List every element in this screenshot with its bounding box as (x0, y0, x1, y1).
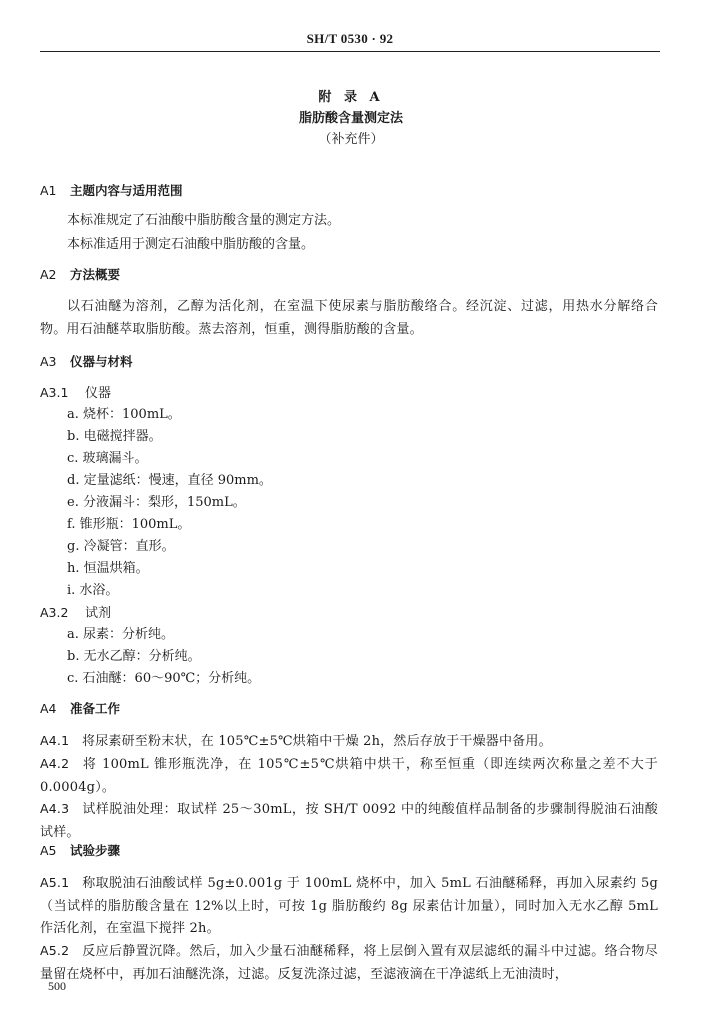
section-a5-heading (40, 842, 120, 861)
section-a1-heading (40, 182, 183, 201)
a5-paragraph-1 (40, 872, 658, 941)
section-title: 准备工作 (70, 701, 121, 716)
list-item: c. 石油醚：60～90℃；分析纯。 (67, 671, 261, 686)
section-a4-heading (40, 700, 120, 719)
list-item: b. 无水乙醇：分析纯。 (67, 649, 201, 664)
section-number: A4 (40, 701, 57, 716)
a4-paragraph-3 (40, 798, 658, 844)
paragraph-number: A5.1 (40, 875, 70, 890)
list-item: b. 电磁搅拌器。 (67, 429, 162, 444)
subsection-title: 仪器 (85, 386, 112, 401)
a4-paragraph-1 (40, 730, 658, 754)
list-item: c. 玻璃漏斗。 (67, 451, 148, 466)
section-title: 方法概要 (70, 267, 121, 282)
section-number: A2 (40, 267, 57, 282)
section-a3-heading (40, 353, 133, 372)
page-number: 500 (48, 979, 66, 993)
a4-paragraph-2 (40, 753, 658, 799)
header-rule (40, 51, 660, 52)
appendix-note: （补充件） (318, 132, 384, 147)
page-header-code: SH/T 0530 · 92 (306, 31, 394, 46)
subsection-a3-2-heading (40, 604, 111, 623)
paragraph-number: A4.3 (40, 801, 70, 816)
section-title: 试验步骤 (70, 843, 121, 858)
list-item: g. 冷凝管：直形。 (67, 539, 175, 554)
list-item: i. 水浴。 (67, 583, 119, 598)
a2-paragraph-1: 以石油醚为溶剂，乙醇为活化剂，在室温下使尿素与脂肪酸络合。经沉淀、过滤，用热水分解络合物。用石油醚萃取脂肪酸。蒸去溶剂，恒重，测得脂肪酸的含量。 (40, 299, 658, 337)
subsection-number: A3.1 (40, 385, 69, 400)
a1-paragraph-2: 本标准适用于测定石油酸中脂肪酸的含量。 (67, 237, 315, 252)
paragraph-text: 称取脱油石油酸试样 5g±0.001g 于 100mL 烧杯中，加入 5mL 石油醚稀释，再加入尿素约 5g（当试样的脂肪酸含量在 12%以上时，可按 1g 脂肪酸约 8g 尿素估计加量），同时加入无水乙醇 5mL 作活化剂，在室温下搅拌 2h。 (40, 876, 658, 936)
list-item: a. 尿素：分析纯。 (67, 627, 175, 642)
a1-paragraph-1: 本标准规定了石油酸中脂肪酸含量的测定方法。 (67, 213, 341, 228)
appendix-title: 脂肪酸含量测定法 (298, 111, 403, 126)
paragraph-number: A5.2 (40, 943, 70, 958)
appendix-label: 附 录 A (318, 90, 384, 105)
list-item: d. 定量滤纸：慢速，直径 90mm。 (67, 473, 272, 488)
section-number: A3 (40, 354, 57, 369)
section-title: 主题内容与适用范围 (70, 183, 183, 198)
subsection-title: 试剂 (85, 606, 112, 621)
paragraph-text: 将尿素研至粉末状，在 105℃±5℃烘箱中干燥 2h，然后存放于干燥器中备用。 (82, 734, 552, 749)
subsection-a3-1-heading (40, 384, 111, 403)
paragraph-number: A4.1 (40, 733, 70, 748)
section-number: A1 (40, 183, 57, 198)
section-a2-heading (40, 266, 120, 285)
paragraph-text: 将 100mL 锥形瓶洗净，在 105℃±5℃烘箱中烘干，称至恒重（即连续两次称量之差不大于 0.0004g）。 (40, 757, 658, 795)
list-item: f. 锥形瓶：100mL。 (67, 517, 191, 532)
section-title: 仪器与材料 (70, 354, 133, 369)
subsection-number: A3.2 (40, 605, 69, 620)
section-number: A5 (40, 843, 57, 858)
list-item: h. 恒温烘箱。 (67, 561, 149, 576)
list-item: e. 分液漏斗：梨形，150mL。 (67, 495, 246, 510)
a5-paragraph-2 (40, 940, 658, 985)
paragraph-text: 试样脱油处理：取试样 25～30mL，按 SH/T 0092 中的纯酸值样品制备的步骤制得脱油石油酸试样。 (40, 802, 658, 840)
paragraph-text: 反应后静置沉降。然后，加入少量石油醚稀释，将上层倒入置有双层滤纸的漏斗中过滤。络合物尽量留在烧杯中，再加石油醚洗涤，过滤。反复洗涤过滤，至滤液滴在干净滤纸上无油渍时， (40, 944, 658, 982)
list-item: a. 烧杯：100mL。 (67, 407, 181, 422)
paragraph-number: A4.2 (40, 756, 70, 771)
